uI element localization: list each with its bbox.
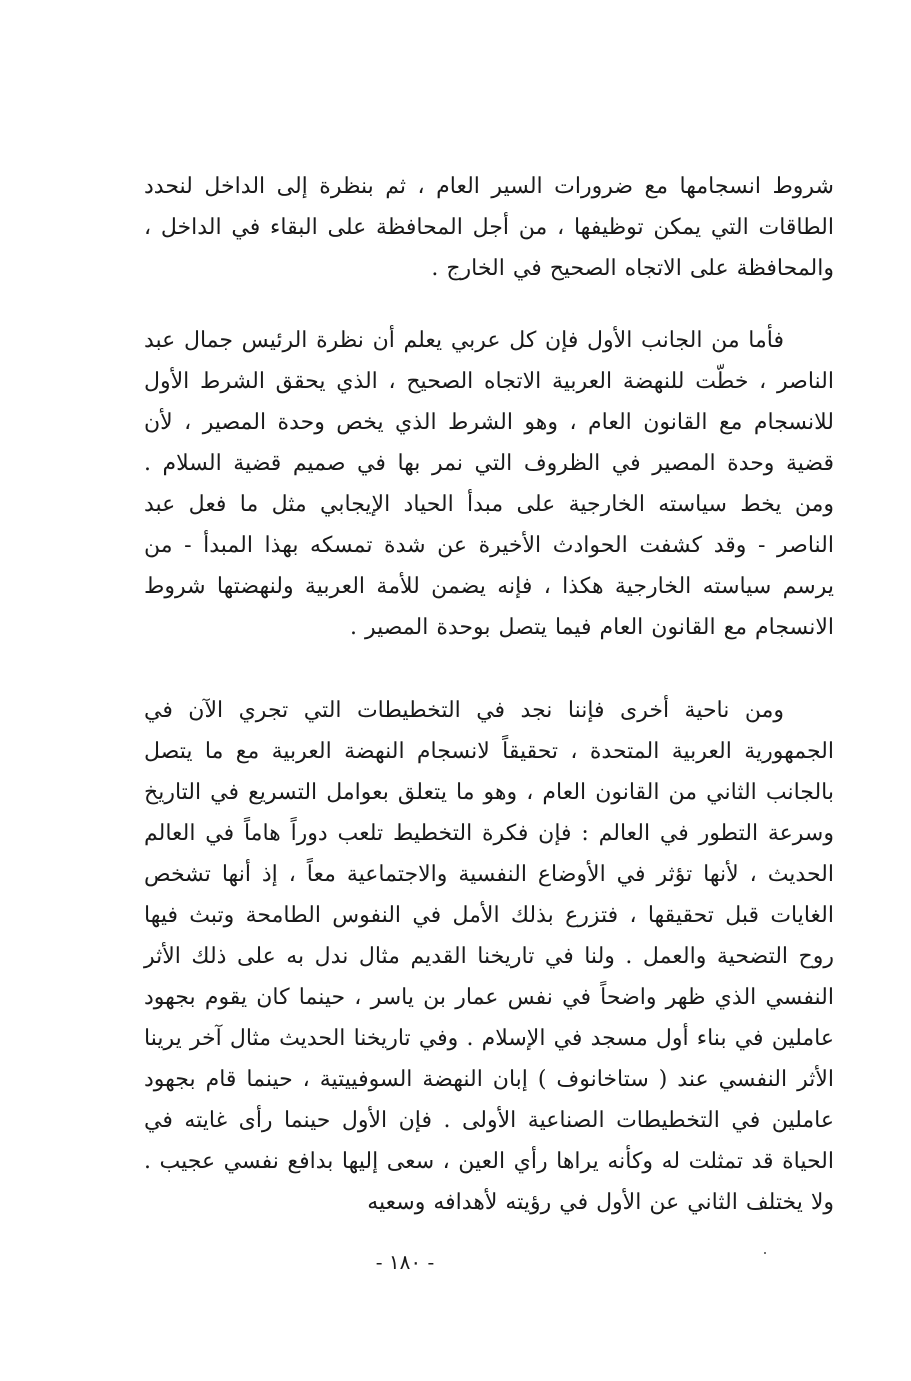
page-number: - ١٨٠ - xyxy=(375,1250,435,1274)
paragraph-1: شروط انسجامها مع ضرورات السير العام ، ثم بنظرة إلى الداخل لنحدد الطاقات التي يمكن توظيفها ، من أجل المحافظة على البقاء في الداخل ، والمحافظة على الاتجاه الصحيح في الخارج . xyxy=(144,174,834,281)
paragraph-2: فأما من الجانب الأول فإن كل عربي يعلم أن نظرة الرئيس جمال عبد الناصر ، خطّت للنهضة العربية الاتجاه الصحيح ، الذي يحقق الشرط الأول للانسجام مع القانون العام ، وهو الشرط الذي يخص وحدة المصير ، لأن قضية وحدة المصير في الظروف التي نمر بها في صميم قضية السلام . ومن يخط سياسته الخارجية على مبدأ الحياد الإيجابي مثل ما فعل عبد الناصر - وقد كشفت الحوادث الأخيرة عن شدة تمسكه بهذا المبدأ - من يرسم سياسته الخارجية هكذا ، فإنه يضمن للأمة العربية ولنهضتها شروط الانسجام مع القانون العام فيما يتصل بوحدة المصير . xyxy=(144,328,834,640)
print-speck xyxy=(764,1252,766,1254)
paragraph-3: ومن ناحية أخرى فإننا نجد في التخطيطات التي تجري الآن في الجمهورية العربية المتحدة ، تحقيقاً لانسجام النهضة العربية مع ما يتصل بالجانب الثاني من القانون العام ، وهو ما يتعلق بعوامل التسريع في التاريخ وسرعة التطور في العالم : فإن فكرة التخطيط تلعب دوراً هاماً في العالم الحديث ، لأنها تؤثر في الأوضاع النفسية والاجتماعية معاً ، إذ أنها تشخص الغايات قبل تحقيقها ، فتزرع بذلك الأمل في النفوس الطامحة وتبث فيها روح التضحية والعمل . ولنا في تاريخنا القديم مثال ندل به على ذلك الأثر النفسي الذي ظهر واضحاً في نفس عمار بن ياسر ، حينما كان يقوم بجهود عاملين في بناء أول مسجد في الإسلام . وفي تاريخنا الحديث مثال آخر يرينا الأثر النفسي عند ( ستاخانوف ) إبان النهضة السوفييتية ، حينما قام بجهود عاملين في التخطيطات الصناعية الأولى . فإن الأول حينما رأى غايته في الحياة قد تمثلت له وكأنه يراها رأي العين ، سعى إليها بدافع نفسي عجيب . ولا يختلف الثاني عن الأول في رؤيته لأهدافه وسعيه xyxy=(144,698,834,1215)
